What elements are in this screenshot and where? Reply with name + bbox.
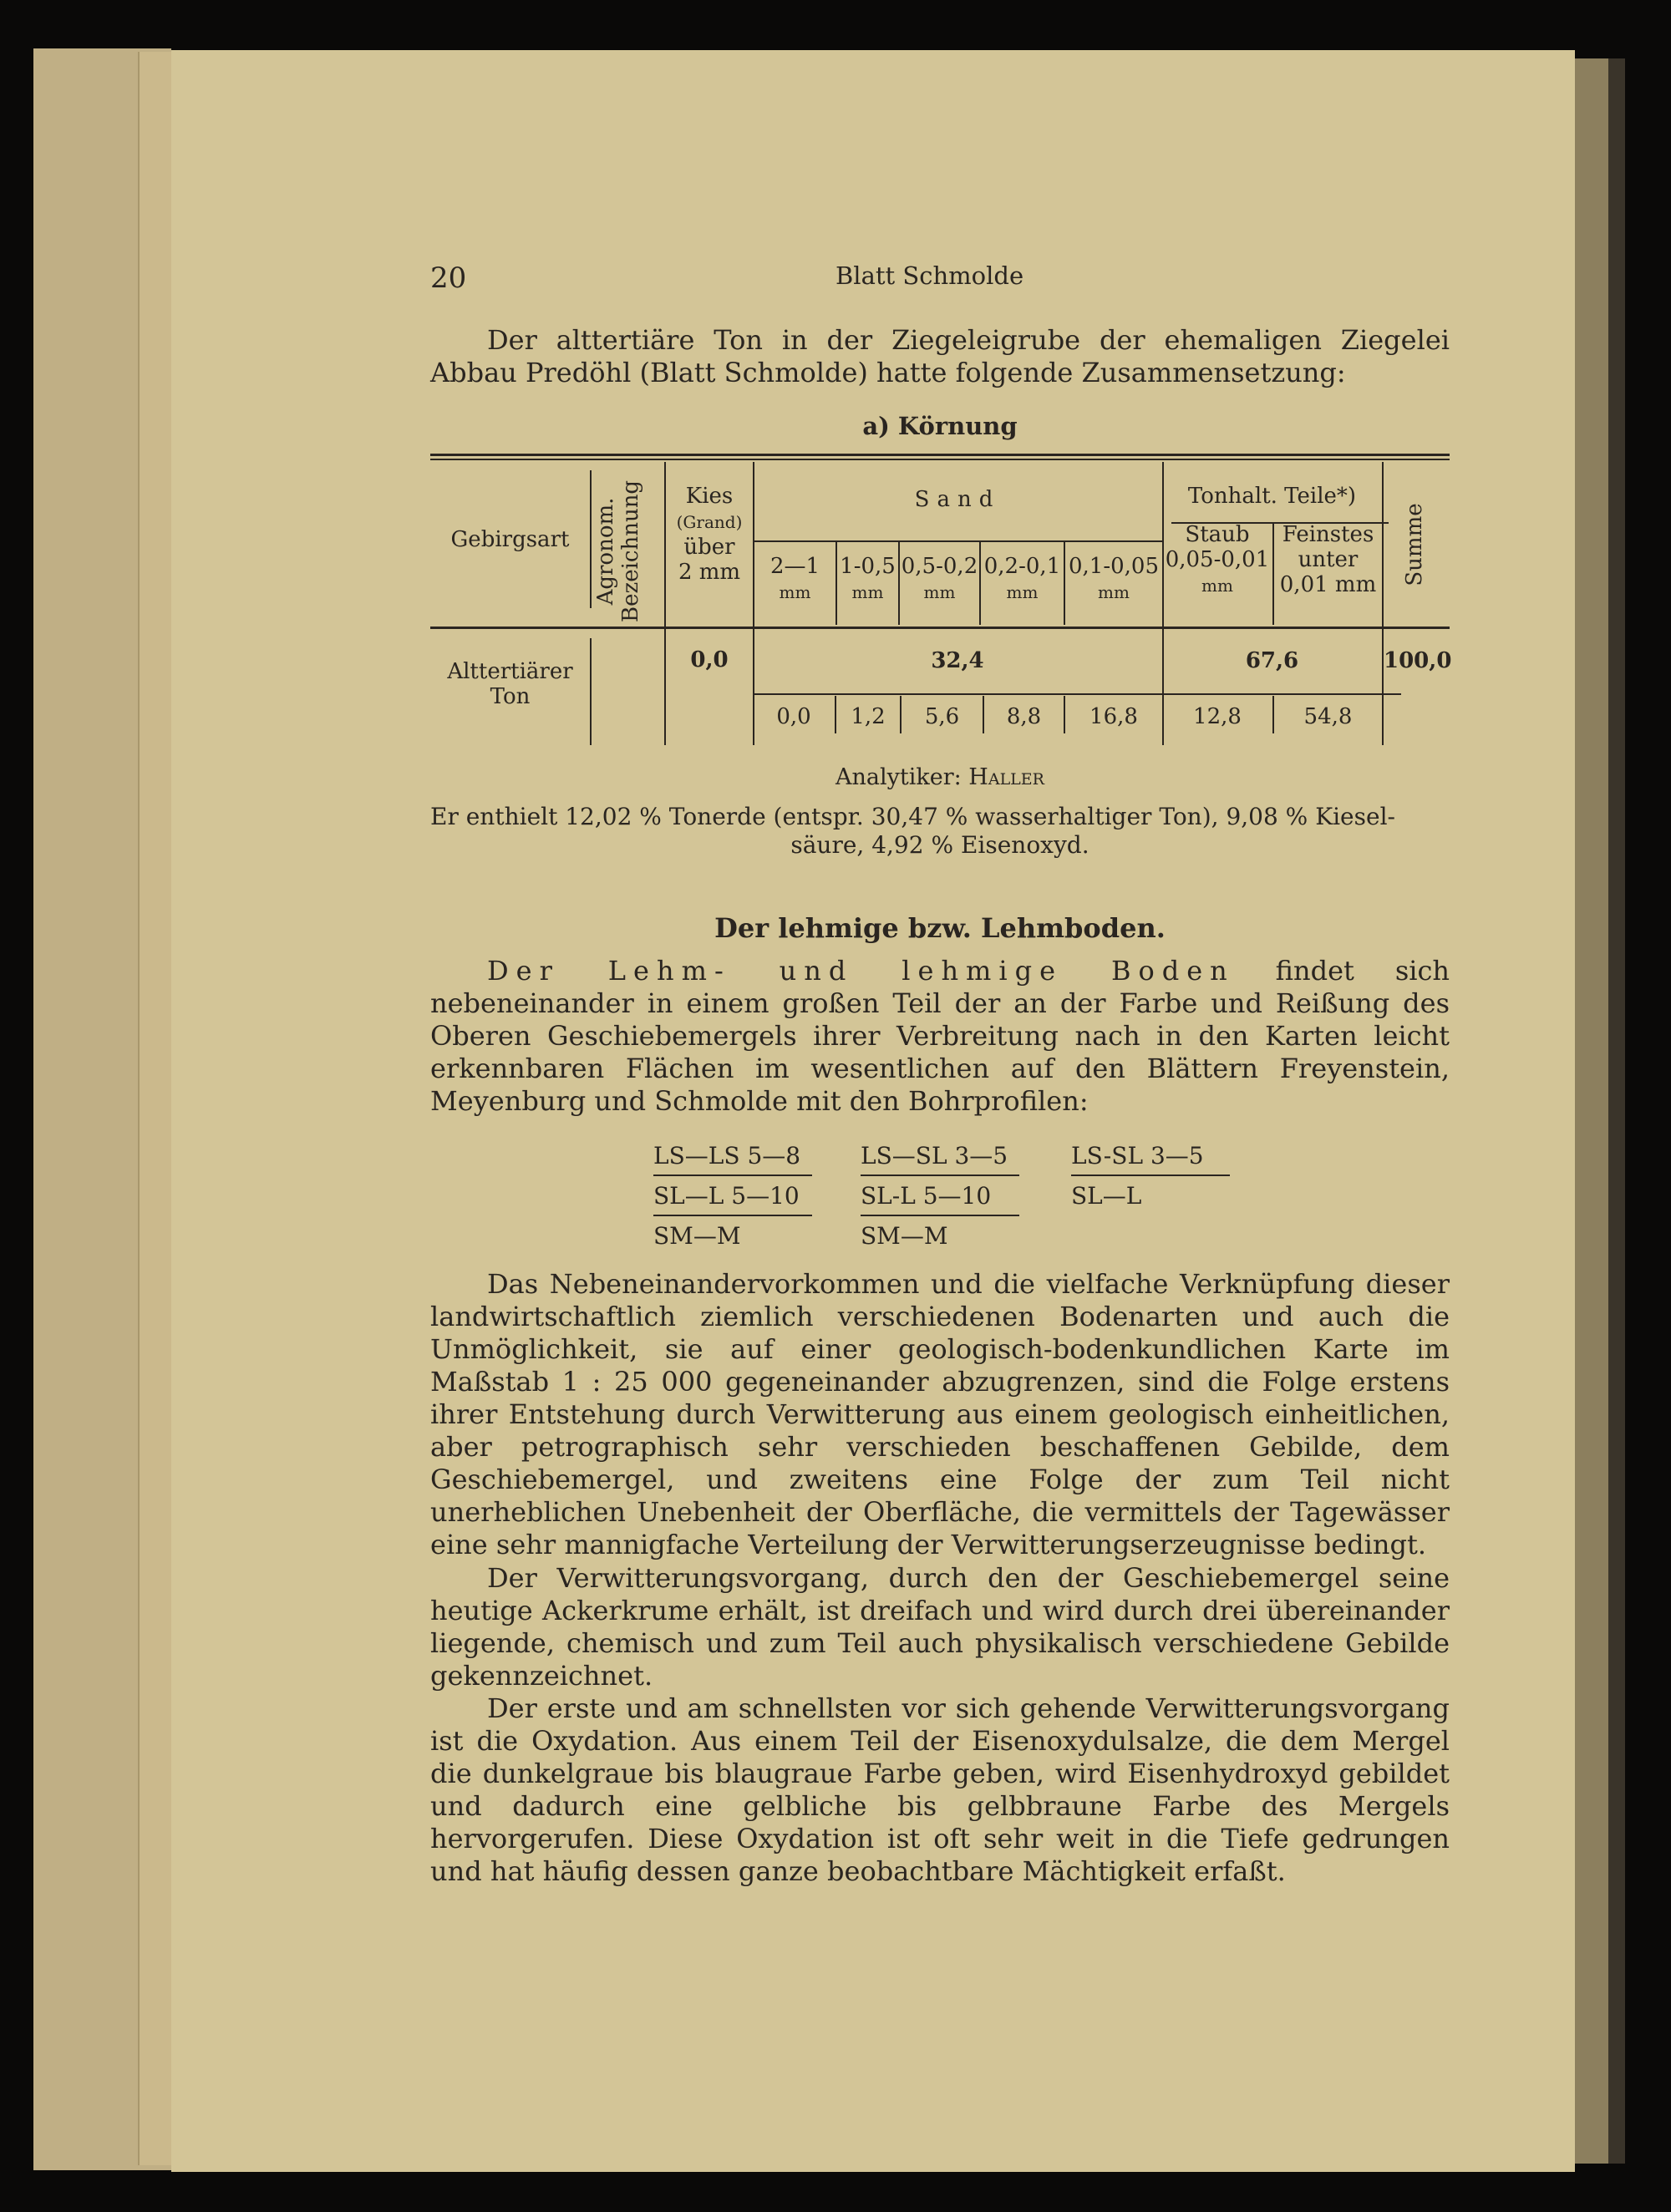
profile-3-line-2: SL—L: [1071, 1182, 1142, 1210]
values-subrule: [753, 693, 1401, 695]
table-rule-header: [430, 627, 1450, 629]
header-kies: Kies (Grand) über 2 mm: [676, 484, 743, 585]
grain-size-table: [430, 454, 1450, 748]
profile-2-rule-2: [861, 1215, 1019, 1216]
paragraph-3: Der Verwitterungsvorgang, durch den der Geschiebemergel seine heutige Ackerkrume erhält, ist dreifach und wird durch drei übereinander liegende, chemisch und zum Teil auch physikalisch verschiedene Gebilde gekennzeichnet.: [430, 1562, 1450, 1692]
paragraph-2: Das Nebeneinandervorkommen und die vielfache Verknüpfung dieser landwirtschaftlich ziemlich verschiedenen Bodenarten und auch die Unmöglichkeit, sie auf einer geologisch-bodenkundlichen Karte im Maßstab 1 : 25 000 gegeneinander abzugrenzen, sind die Folge erstens ihrer Entstehung durch Verwitterung aus einem geologisch einheitlichen, aber petrographisch sehr verschieden beschaffenen Gebilde, dem Geschiebemergel, und zweitens eine Folge der zum Teil nicht unerheblichen Unebenheit der Oberfläche, die vermittels der Tagewässer eine sehr mannigfache Verteilung der Verwitterungserzeugnisse bedingt.: [430, 1268, 1450, 1560]
header-gebirgsart: Gebirgsart: [450, 527, 570, 552]
row-sand-value: 5,6: [924, 704, 960, 729]
row-kies: 0,0: [690, 647, 729, 672]
row-gebirgsart: Alttertiärer Ton: [447, 659, 573, 709]
profile-1-line-1: LS—LS 5—8: [653, 1142, 801, 1169]
profile-1-rule-1: [653, 1174, 812, 1176]
row-sand-total: 32,4: [931, 648, 984, 673]
row-sand-value: 16,8: [1089, 704, 1138, 729]
analyst-line: Analytiker: Haller: [836, 764, 1044, 790]
col-line-1b: [590, 638, 592, 745]
header-sand-col-5: 0,1-0,05 mm: [1068, 554, 1160, 602]
page-edge-right: [1575, 58, 1608, 2164]
header-sand-col-3: 0,5-0,2 mm: [901, 554, 978, 602]
profile-2-rule-1: [861, 1174, 1019, 1176]
header-sand-col-1: 2—1 mm: [769, 554, 820, 602]
row-sand-value: 1,2: [851, 704, 886, 729]
table-rule-top2: [430, 459, 1450, 460]
page-number: 20: [430, 261, 467, 295]
profile-1-rule-2: [653, 1215, 812, 1216]
analyst-name: Haller: [968, 764, 1044, 790]
paragraph-4: Der erste und am schnellsten vor sich gehende Verwitterungsvorgang ist die Oxydation. Aus einem Teil der Eisenoxydulsalze, die dem Mergel die dunkelgraue bis blaugraue Farbe geben, wird Eisenhydroxyd gebildet und dadurch eine gelbliche bis gelbbraune Farbe des Mergels hervorgerufen. Diese Oxydation ist oft sehr weit in die Tiefe gedrungen und hat häufig dessen ganze beobachtbare Mächtigkeit erfaßt.: [430, 1692, 1450, 1887]
binding-shadow: [1608, 58, 1625, 2164]
paragraph-1: Der Lehm- und lehmige Boden findet sich nebeneinander in einem großen Teil der an der Farbe und Reißung des Oberen Geschiebemergels ihrer Verbreitung nach in den Karten leicht erkennbaren Flächen im wesentlichen auf den Blättern Freyenstein, Meyenburg und Schmolde mit den Bohrprofilen:: [430, 955, 1450, 1117]
col-line-5: [1382, 462, 1384, 745]
header-tonhalt: Tonhalt. Teile*): [1187, 484, 1357, 509]
composition-note: Er enthielt 12,02 % Tonerde (entspr. 30,47 % wasserhaltiger Ton), 9,08 % Kiesel- säure, 4,92 % Eisenoxyd.: [430, 803, 1395, 859]
profile-2-line-1: LS—SL 3—5: [861, 1142, 1008, 1169]
profile-2-line-2: SL-L 5—10: [861, 1182, 992, 1210]
profile-2-line-3: SM—M: [861, 1222, 948, 1250]
table-caption: a) Körnung: [862, 412, 1018, 440]
header-staub: Staub 0,05-0,01 mm: [1165, 522, 1270, 596]
page-stack-edge: [138, 52, 173, 2165]
table-rule-top: [430, 454, 1450, 456]
row-feinstes: 54,8: [1303, 704, 1353, 729]
intro-paragraph: Der alttertiäre Ton in der Ziegeleigrube der ehemaligen Ziegelei Abbau Predöhl (Blatt Schmolde) hatte folgende Zusammensetzung:: [430, 324, 1450, 388]
sand-subrule: [753, 540, 1162, 542]
profile-3-rule-1: [1071, 1174, 1230, 1176]
profile-1-line-3: SM—M: [653, 1222, 741, 1250]
row-tonhalt-total: 67,6: [1245, 648, 1299, 673]
col-line-1: [590, 470, 592, 608]
header-sand-col-2: 1-0,5 mm: [840, 554, 896, 602]
row-sand-value: 0,0: [776, 704, 811, 729]
row-staub: 12,8: [1193, 704, 1242, 729]
row-sand-value: 8,8: [1006, 704, 1042, 729]
header-sand-col-4: 0,2-0,1 mm: [983, 554, 1061, 602]
running-title: Blatt Schmolde: [836, 261, 1024, 290]
section-heading: Der lehmige bzw. Lehmboden.: [714, 912, 1166, 944]
profile-3-line-1: LS-SL 3—5: [1071, 1142, 1204, 1169]
row-summe: 100,0: [1384, 648, 1452, 673]
profile-1-line-2: SL—L 5—10: [653, 1182, 800, 1210]
header-sand: Sand: [914, 487, 1001, 512]
header-summe: Summe: [1402, 503, 1427, 586]
header-feinstes: Feinstes unter 0,01 mm: [1279, 522, 1377, 597]
header-agronom: Agronom. Bezeichnung: [593, 479, 643, 622]
